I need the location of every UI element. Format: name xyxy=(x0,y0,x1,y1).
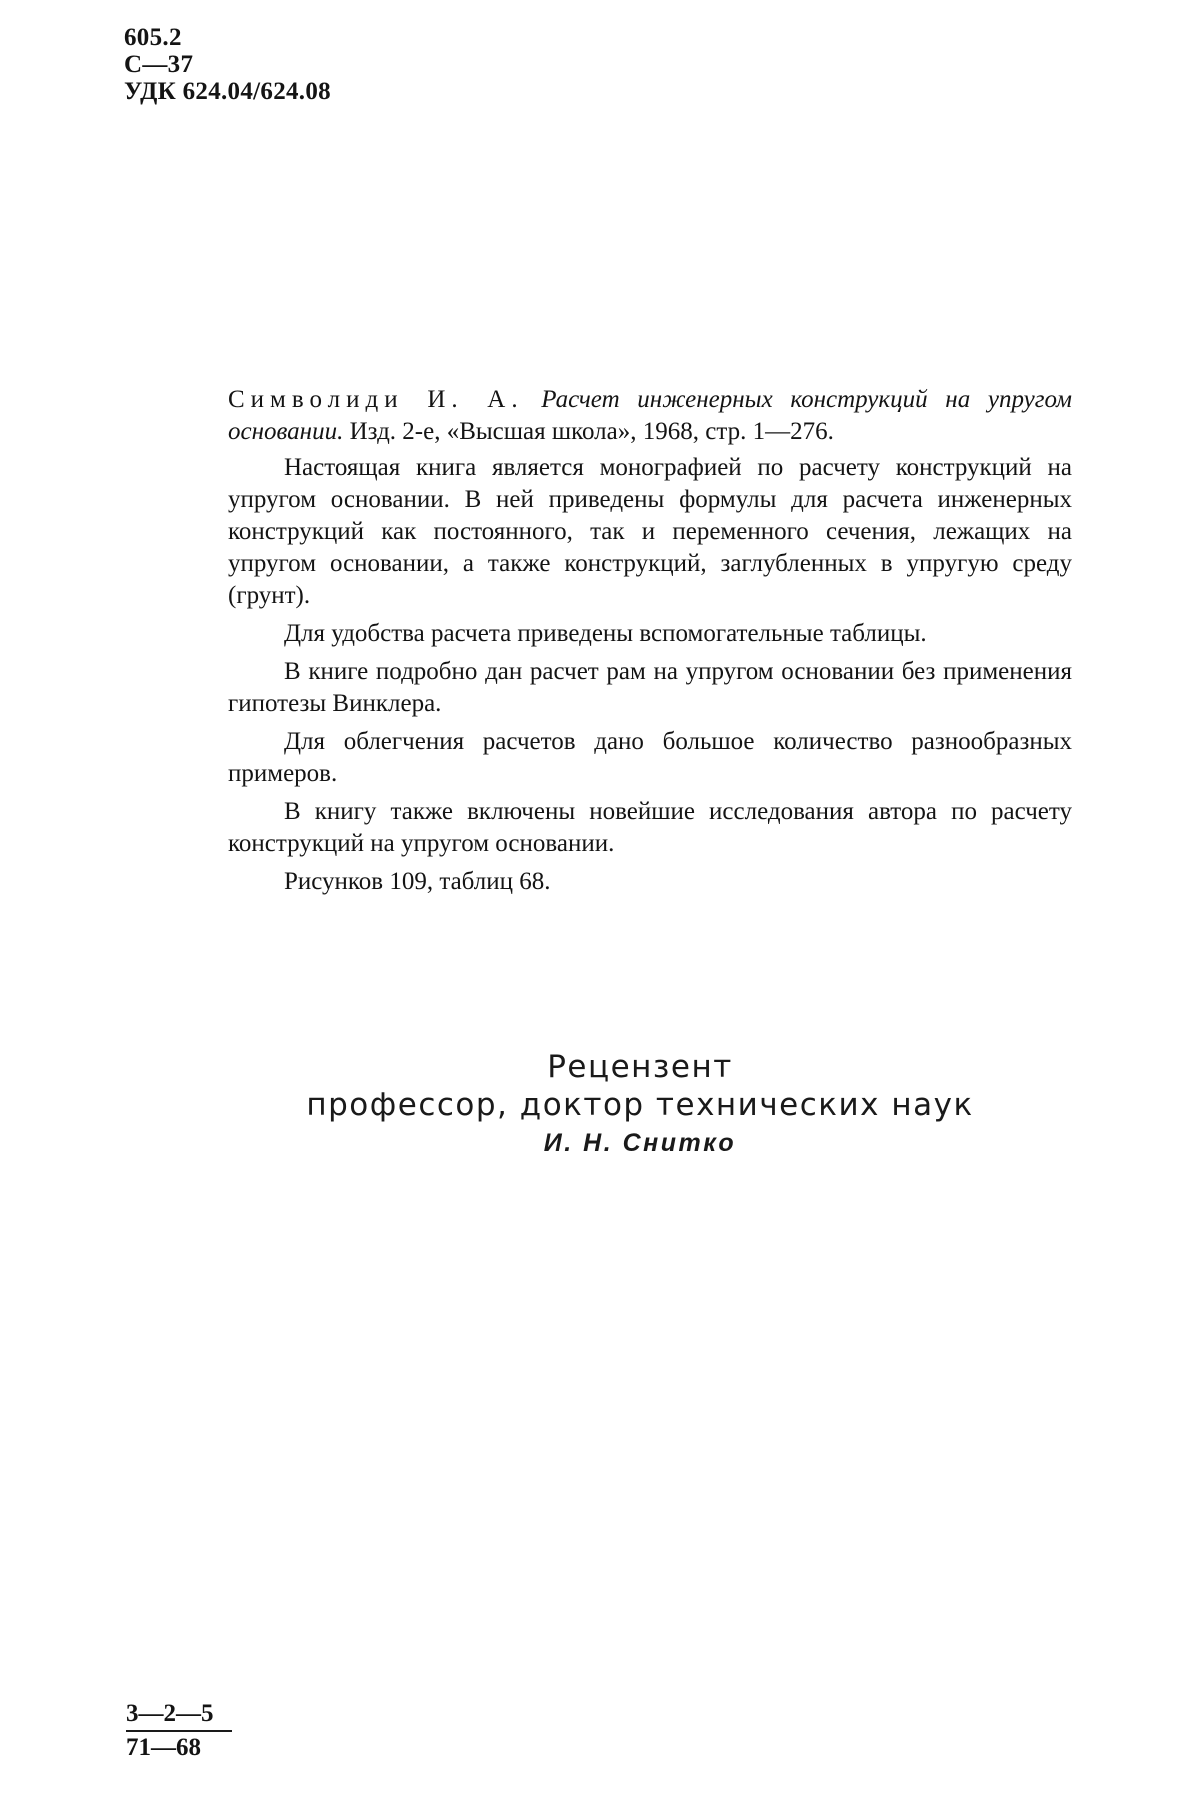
annotation-paragraph: В книге подробно дан расчет рам на упругом основании без применения гипотезы Винклера. xyxy=(228,658,1072,717)
bbk-code: 605.2 xyxy=(124,24,182,51)
annotation-paragraph: Для облегчения расчетов дано большое количество разнообразных примеров. xyxy=(228,728,1072,787)
illustration-count: Рисунков 109, таблиц 68. xyxy=(284,868,551,895)
index-fraction xyxy=(126,1700,232,1762)
annotation-paragraph: Для удобства расчета приведены вспомогательные таблицы. xyxy=(284,620,927,647)
udc-code: УДК 624.04/624.08 xyxy=(124,78,331,105)
bibliographic-entry xyxy=(228,384,1072,448)
annotation-block xyxy=(228,384,1072,904)
classification-block xyxy=(124,24,331,105)
reviewer-title: профессор, доктор технических наук xyxy=(306,1087,974,1123)
author-mark: С—37 xyxy=(124,51,194,78)
reviewer-block xyxy=(0,1048,1200,1162)
edition-info: Изд. 2-е, «Высшая школа», 1968, стр. 1—276. xyxy=(349,418,834,445)
author-name: Символиди И. А. xyxy=(228,386,524,413)
annotation-paragraph: В книгу также включены новейшие исследования автора по расчету конструкций на упругом основании. xyxy=(228,798,1072,857)
book-title: Расчет инженерных конструкций на упругом основании. xyxy=(228,386,1072,445)
annotation-paragraph: Настоящая книга является монографией по расчету конструкций на упругом основании. В ней приведены формулы для расчета инженерных конструкций как постоянного, так и переменного сечения, лежащих на упругом основании, а также конструкций, заглубленных в упругую среду (грунт). xyxy=(228,454,1072,609)
index-numerator: 3—2—5 xyxy=(126,1700,214,1727)
reviewer-name: И. Н. Снитко xyxy=(543,1129,737,1157)
index-denominator: 71—68 xyxy=(126,1734,201,1761)
reviewer-heading: Рецензент xyxy=(547,1049,733,1085)
fraction-rule xyxy=(126,1730,232,1732)
